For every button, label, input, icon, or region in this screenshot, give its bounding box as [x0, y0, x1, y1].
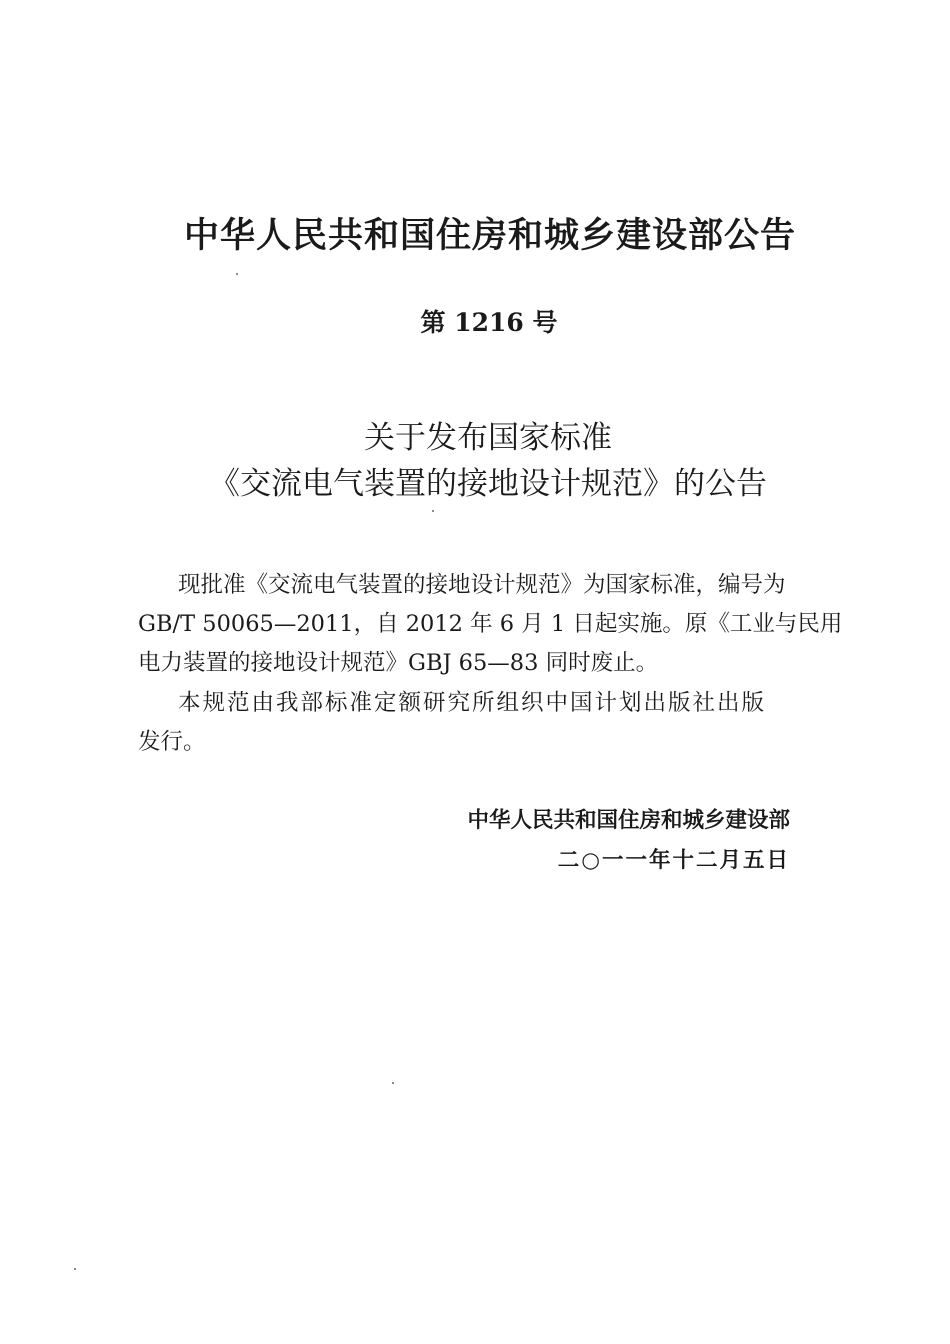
- scan-speck: [236, 273, 238, 275]
- document-number: 第 1216 号: [420, 308, 558, 337]
- body-paragraph-1-line-1: 现批准《交流电气装置的接地设计规范》为国家标准，编号为: [178, 572, 786, 598]
- subject-line-2: 《交流电气装置的接地设计规范》的公告: [209, 466, 767, 502]
- scan-speck: [392, 1082, 394, 1084]
- ministry-title: 中华人民共和国住房和城乡建设部公告: [183, 216, 796, 256]
- body-paragraph-2-line-1: 本规范由我部标准定额研究所组织中国计划出版社出版: [178, 690, 767, 716]
- signature-date: 二○一一年十二月五日: [557, 848, 790, 873]
- scan-speck: [432, 510, 434, 512]
- body-paragraph-1-line-2: GB/T 50065—2011，自 2012 年 6 月 1 日起实施。原《工业与民用: [138, 611, 843, 637]
- body-paragraph-2-line-2: 发行。: [138, 729, 206, 755]
- scan-speck: [74, 1268, 76, 1270]
- body-paragraph-1-line-3: 电力装置的接地设计规范》GBJ 65—83 同时废止。: [138, 650, 659, 676]
- subject-line-1: 关于发布国家标准: [364, 420, 612, 456]
- signature-organization: 中华人民共和国住房和城乡建设部: [467, 808, 790, 833]
